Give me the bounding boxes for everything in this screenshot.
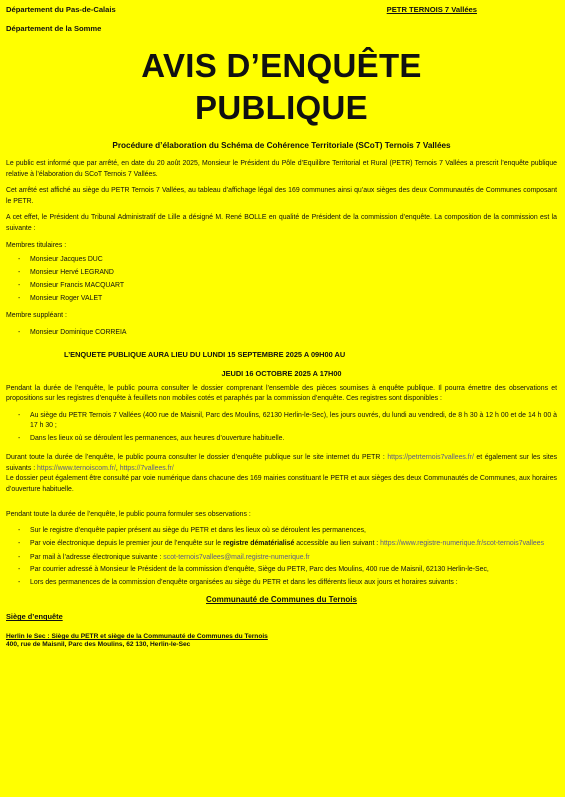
ternoiscom-link[interactable]: https://www.ternoiscom.fr/ — [37, 464, 116, 472]
members-label: Membres titulaires : — [6, 241, 67, 249]
substitute-label: Membre suppléant : — [6, 312, 67, 320]
list-item: - Par courrier adressé à Monsieur le Président de la commission d’enquête, Siège du PETR, Parc des Moulins, 400 rue de Maisnil, 62130 Herlin-le-Sec, — [6, 565, 557, 575]
list-item: - Sur le registre d’enquête papier présent au siège du PETR et dans les lieux où se déroulent les permanences, — [6, 526, 557, 536]
list-item: - Monsieur Roger VALET — [6, 293, 557, 306]
list-item — [6, 539, 557, 549]
online-text: Durant toute la durée de l’enquête, le public pourra consulter le dossier d’enquête publique sur le site internet du PETR : — [6, 454, 385, 462]
obs-text: Par mail à l’adresse électronique suivante : — [30, 553, 164, 561]
petr-website-link[interactable]: https://petrternois7vallees.fr/ — [387, 454, 474, 462]
procedure-subtitle: Procédure d’élaboration du Schéma de Cohérence Territoriale (SCoT) Ternois 7 Vallées — [112, 141, 451, 150]
obs-text: Par voie électronique depuis le premier jour de l’enquête sur le — [30, 539, 224, 547]
notice-title — [6, 45, 557, 129]
list-item: - Monsieur Francis MACQUART — [6, 280, 557, 293]
address-line-1: Herlin le Sec : Siège du PETR et siège de la Communauté de Communes du Ternois — [6, 633, 268, 641]
observations-list — [6, 526, 557, 588]
list-item: - Monsieur Hervé LEGRAND — [6, 267, 557, 280]
observations-paragraph: Pendant toute la durée de l’enquête, le public pourra formuler ses observations : — [6, 510, 251, 518]
petr-heading: PETR TERNOIS 7 Vallées — [386, 5, 477, 14]
period-line-2: JEUDI 16 OCTOBRE 2025 A 17H00 — [221, 368, 342, 378]
online-paragraph — [6, 453, 557, 474]
display-paragraph: Cet arrêté est affiché au siège du PETR Ternois 7 Vallées, au tableau d’affichage légal des 169 communes ainsi qu’aux sièges des deux Communautés de Communes composant le PETR. — [6, 187, 557, 205]
list-item: - Monsieur Jacques DUC — [6, 254, 557, 267]
title-line-1: AVIS D’ENQUÊTE — [141, 47, 422, 84]
mairies-paragraph: Le dossier peut également être consulté par voie numérique dans chacune des 169 mairies constituant le PETR et aux sièges des deux Communautés de Communes, aux horaires d’ouverture habituelle. — [6, 475, 557, 493]
header — [6, 5, 557, 43]
7vallees-link[interactable]: https://7vallees.fr/ — [119, 464, 174, 472]
commission-paragraph: A cet effet, le Président du Tribunal Administratif de Lille a désigné M. René BOLLE en qualité de Président de la commission d’enquête. La composition de la commission est la suivante : — [6, 214, 557, 232]
list-item: - Dans les lieux où se déroulent les permanences, aux heures d’ouverture habituelle. — [6, 434, 557, 444]
title-line-2: PUBLIQUE — [195, 89, 368, 126]
obs-text-2: accessible au lien suivant : — [294, 539, 381, 547]
siege-label: Siège d’enquête — [6, 612, 63, 622]
intro-paragraph: Le public est informé que par arrêté, en date du 20 août 2025, Monsieur le Président du Pôle d’Equilibre Territorial et Rural (PETR) Ternois 7 Vallées a prescrit l’enquête publique relative à l’élaboration du SCoT Ternois 7 Vallées. — [6, 160, 557, 178]
members-list — [6, 254, 557, 305]
dept-somme: Département de la Somme — [6, 24, 102, 33]
obs-bold: registre dématérialisé — [223, 539, 295, 547]
substitute-list — [6, 327, 557, 340]
consultation-paragraph: Pendant la durée de l’enquête, le public pourra consulter le dossier comprenant l’ensemble des pièces soumises à enquête publique. Il pourra émettre des observations et propositions sur les registres d’enquête à feuillets non mobiles cotés et paraphés par la commission d’enquête. Ces registres sont disponibles : — [6, 384, 557, 403]
list-item — [6, 553, 557, 563]
cc-heading: Communauté de Communes du Ternois — [206, 595, 357, 605]
availability-list — [6, 411, 557, 444]
period-line-1: L’ENQUETE PUBLIQUE AURA LIEU DU LUNDI 15 SEPTEMBRE 2025 A 09H00 AU — [64, 349, 346, 359]
separator: , — [115, 464, 120, 472]
list-item: - Au siège du PETR Ternois 7 Vallées (400 rue de Maisnil, Parc des Moulins, 62130 Herlin-le-Sec), les jours ouvrés, du lundi au vendredi, de 8 h 30 à 12 h 00 et de 14 h 00 à 17 h 30 ; — [6, 411, 557, 432]
email-link[interactable]: scot-ternois7vallees@mail.registre-numerique.fr — [163, 553, 310, 561]
list-item: - Monsieur Dominique CORREIA — [6, 327, 557, 340]
registry-link[interactable]: https://www.registre-numerique.fr/scot-ternois7vallees — [380, 539, 545, 547]
address-line-2: 400, rue de Maisnil, Parc des Moulins, 62 130, Herlin-le-Sec — [6, 641, 191, 649]
online-text-2: et également sur les sites suivants : — [6, 454, 558, 472]
list-item: - Lors des permanences de la commission d’enquête organisées au siège du PETR et dans les différents lieux aux jours et horaires suivants : — [6, 578, 557, 588]
dept-pas-de-calais: Département du Pas-de-Calais — [6, 5, 116, 14]
